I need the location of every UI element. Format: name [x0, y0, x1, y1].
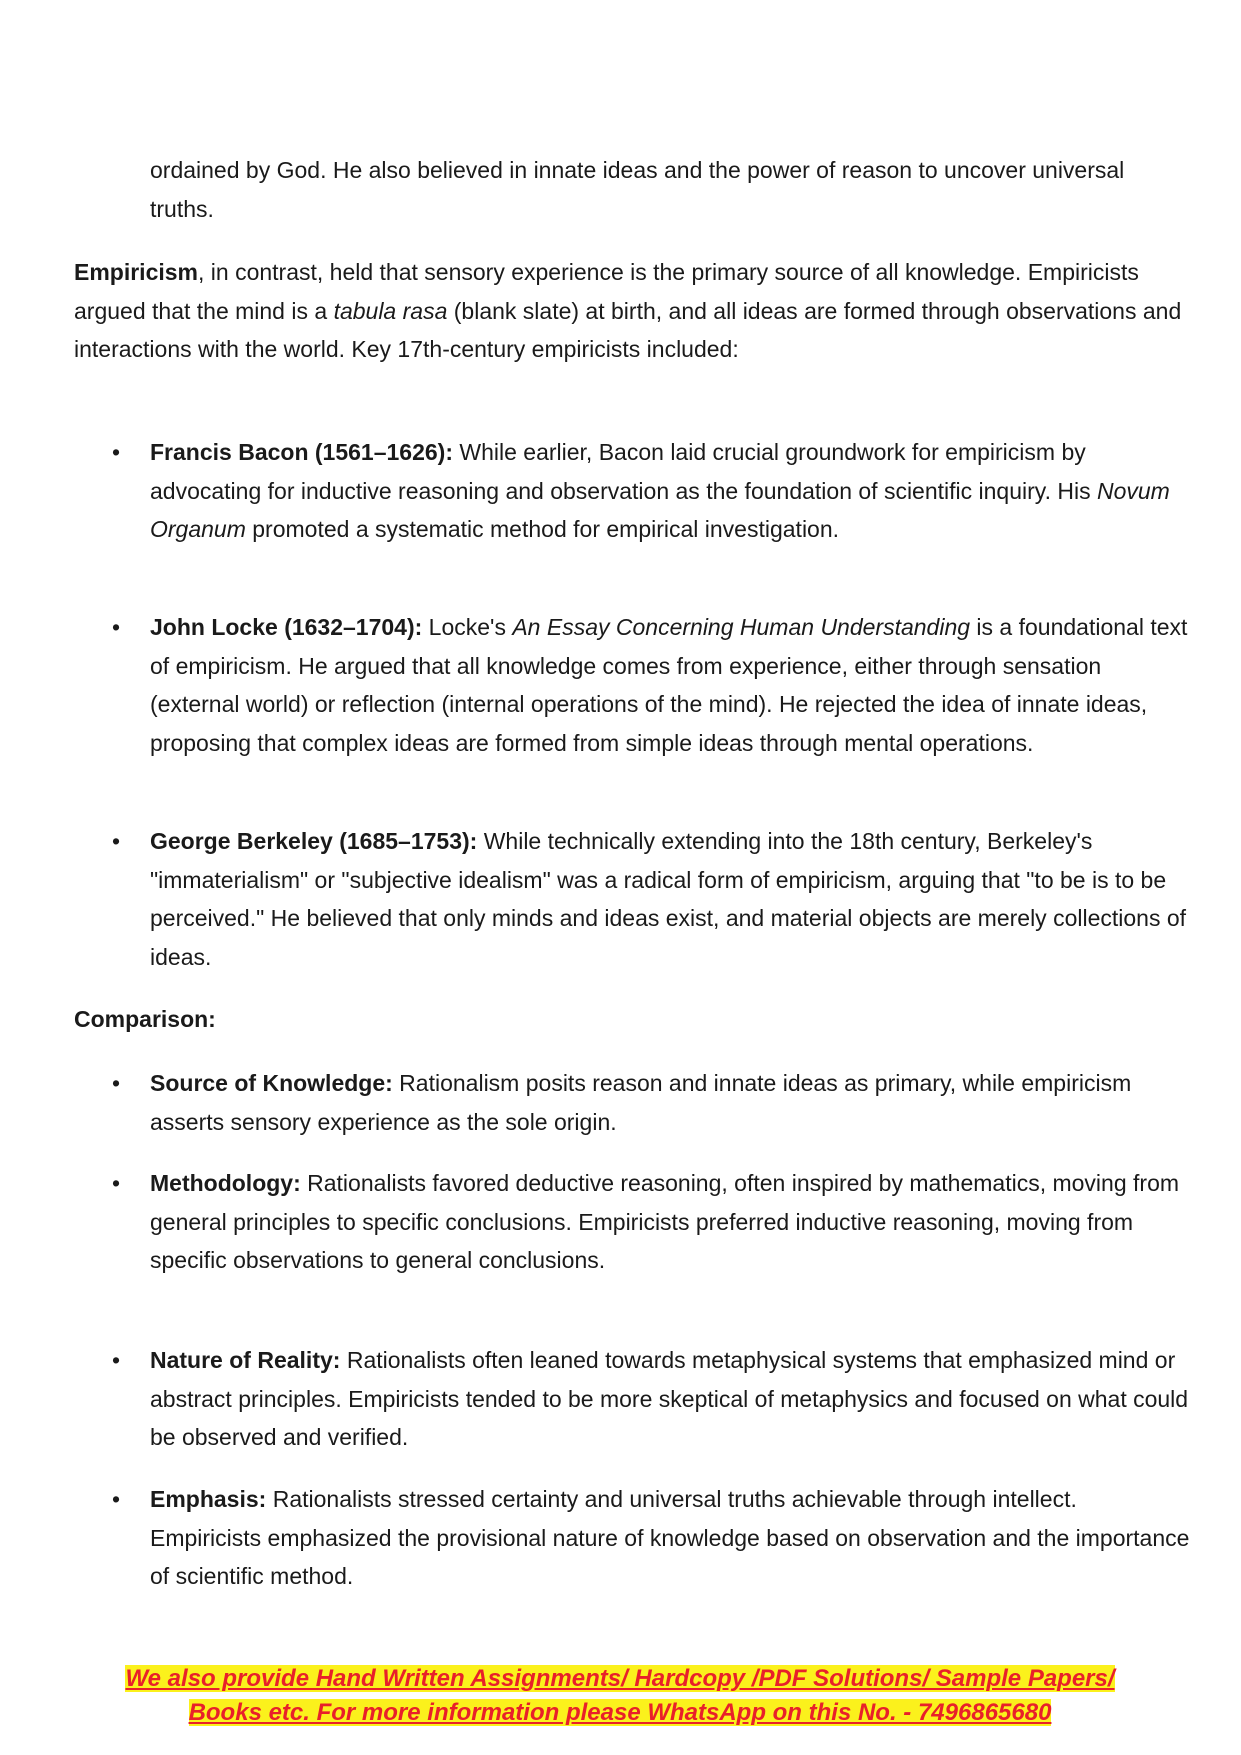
bullet-icon: •	[111, 1170, 121, 1196]
continuation-paragraph: ordained by God. He also believed in innate ideas and the power of reason to uncover universal truths.	[150, 157, 1125, 222]
bullet-icon: •	[111, 828, 121, 854]
list-item-text: Rationalists stressed certainty and universal truths achievable through intellect. Empiricists emphasized the provisional nature of knowledge based on observation and the importance of scientific method.	[150, 1486, 1190, 1589]
list-item-title: Nature of Reality:	[150, 1347, 341, 1373]
promo-footer	[70, 1662, 1170, 1730]
empiricism-italic: tabula rasa	[333, 297, 448, 324]
empiricism-text-2: (blank slate) at birth, and all ideas are formed through observations and interactions with the world. Key 17th-century empiricists included:	[74, 297, 1182, 362]
promo-text: We also provide Hand Written Assignments/ Hardcopy /PDF Solutions/ Sample Papers/	[125, 1665, 1115, 1692]
bullet-icon: •	[111, 1070, 121, 1096]
list-item-locke	[150, 608, 1190, 762]
list-item-title: George Berkeley (1685–1753):	[150, 828, 478, 854]
bullet-icon: •	[111, 1347, 121, 1373]
bullet-icon: •	[111, 1486, 121, 1512]
list-item-text: Locke's	[422, 614, 513, 640]
promo-line-1	[70, 1662, 1170, 1696]
list-item-title: Emphasis:	[150, 1486, 267, 1512]
list-item-title: John Locke (1632–1704):	[150, 614, 423, 640]
list-item-title: Source of Knowledge:	[150, 1070, 393, 1096]
list-item-text: While technically extending into the 18th century, Berkeley's "immaterialism" or "subjective idealism" was a radical form of empiricism, arguing that "to be is to be perceived." He believed that only minds and ideas exist, and material objects are merely collections of ideas.	[150, 828, 1187, 970]
list-item-bacon	[150, 433, 1190, 549]
empiricism-paragraph	[74, 253, 1184, 369]
list-item-emphasis	[150, 1480, 1190, 1596]
empiricism-term: Empiricism	[74, 259, 198, 285]
list-item-text: While earlier, Bacon laid crucial groundwork for empiricism by advocating for inductive reasoning and observation as the foundation of scientific inquiry. His	[150, 439, 1097, 504]
list-item-nature-of-reality	[150, 1341, 1190, 1457]
list-item-methodology	[150, 1164, 1190, 1280]
list-item-title: Methodology:	[150, 1170, 301, 1196]
list-item-source-of-knowledge	[150, 1064, 1190, 1141]
promo-line-2	[70, 1696, 1170, 1730]
list-item-italic: Novum Organum	[150, 477, 1170, 542]
list-item-text: Rationalists often leaned towards metaphysical systems that emphasized mind or abstract principles. Empiricists tended to be more skeptical of metaphysics and focused on what could be observed and verified.	[150, 1347, 1189, 1450]
bullet-icon: •	[111, 439, 121, 465]
list-item-text: promoted a systematic method for empirical investigation.	[245, 516, 840, 542]
list-item-text: is a foundational text of empiricism. He argued that all knowledge comes from experience, either through sensation (external world) or reflection (internal operations of the mind). He rejected the idea of innate ideas, proposing that complex ideas are formed from simple ideas through mental operations.	[150, 614, 1188, 756]
list-item-berkeley	[150, 822, 1190, 976]
list-item-italic: An Essay Concerning Human Understanding	[512, 614, 971, 640]
comparison-heading: Comparison:	[74, 1006, 216, 1032]
list-item-text: Rationalists favored deductive reasoning, often inspired by mathematics, moving from general principles to specific conclusions. Empiricists preferred inductive reasoning, moving from specific observations to general conclusions.	[150, 1170, 1180, 1273]
list-item-title: Francis Bacon (1561–1626):	[150, 439, 453, 465]
promo-text: Books etc. For more information please WhatsApp on this No. - 7496865680	[188, 1699, 1052, 1726]
list-item-text: Rationalism posits reason and innate ideas as primary, while empiricism asserts sensory experience as the sole origin.	[150, 1070, 1132, 1135]
empiricism-text-1: , in contrast, held that sensory experience is the primary source of all knowledge. Empiricists argued that the mind is a	[74, 259, 1139, 324]
bullet-icon: •	[111, 614, 121, 640]
